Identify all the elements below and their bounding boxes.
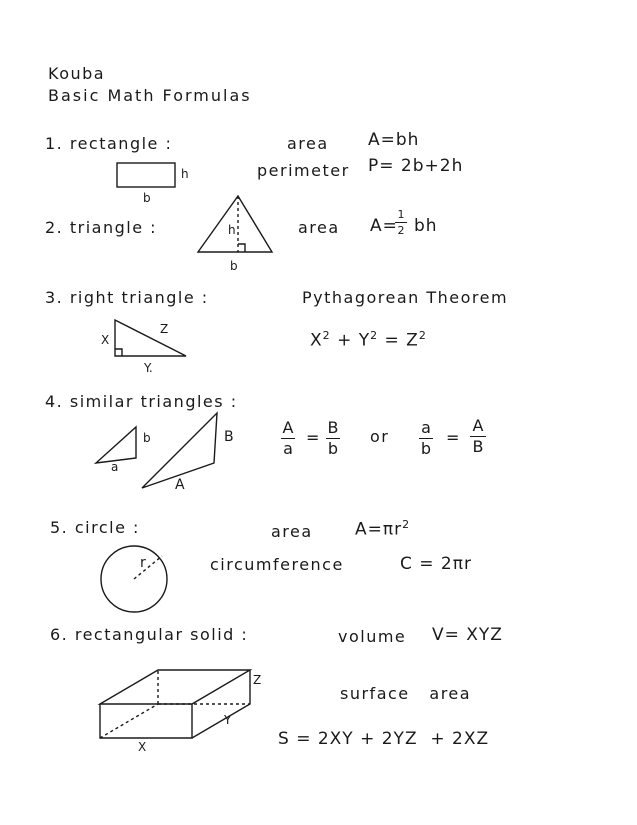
- circle-area-label: area: [271, 522, 313, 541]
- ratio-A-over-a-denominator: a: [283, 439, 293, 458]
- pythagorean-theorem-label: Pythagorean Theorem: [302, 288, 509, 307]
- triangle-half-fraction: [395, 209, 407, 236]
- ratio-A-over-a: [281, 420, 295, 457]
- ratio-a-over-b-numerator: a: [421, 418, 431, 437]
- small-triangle-label-b: b: [143, 431, 151, 445]
- ratio-A-over-B-denominator: B: [472, 437, 484, 456]
- formula-z: Z: [406, 330, 419, 351]
- rectangle-heading: 1. rectangle :: [45, 134, 173, 153]
- ratio-equals-1: =: [306, 428, 321, 447]
- triangle-area-prefix: A=: [370, 216, 398, 236]
- ratio-B-over-b: [326, 420, 340, 457]
- right-triangle-label-y: Y.: [144, 361, 153, 375]
- formula-exp-y: 2: [370, 329, 379, 342]
- triangle-area-suffix: bh: [414, 216, 438, 236]
- ratio-A-over-a-numerator: A: [282, 418, 294, 437]
- circle-label-r: r: [140, 555, 146, 571]
- ratio-A-over-B-numerator: A: [472, 416, 484, 435]
- pythagorean-formula: [310, 330, 427, 350]
- right-triangle-heading: 3. right triangle :: [45, 288, 209, 307]
- ratio-a-over-b: [419, 420, 433, 457]
- solid-label-y: Y: [224, 713, 232, 727]
- formula-equals: =: [384, 330, 400, 351]
- fraction-numerator: 1: [397, 208, 405, 221]
- rectangular-solid-shape: [100, 670, 250, 738]
- ratio-B-over-b-denominator: b: [327, 439, 339, 458]
- small-triangle-label-a: a: [111, 460, 119, 474]
- author-name: Kouba: [48, 64, 106, 83]
- rectangle-label-h: h: [181, 167, 189, 181]
- formula-exp-x: 2: [322, 329, 331, 342]
- triangle-heading: 2. triangle :: [45, 218, 158, 237]
- big-triangle-label-A: A: [175, 477, 185, 493]
- triangle-area-label: area: [298, 218, 340, 237]
- rectangle-area-formula: A=bh: [368, 130, 420, 150]
- rectangle-perimeter-formula: P= 2b+2h: [368, 156, 464, 176]
- circle-area-formula-text: A=πr: [355, 519, 403, 540]
- or-label: or: [370, 427, 390, 446]
- similar-triangles-heading: 4. similar triangles :: [45, 392, 238, 411]
- rectangle-perimeter-label: perimeter: [257, 161, 350, 180]
- small-triangle-shape: [96, 427, 136, 463]
- circle-heading: 5. circle :: [50, 518, 140, 537]
- solid-label-x: X: [138, 740, 147, 754]
- ratio-A-over-B: [470, 418, 486, 455]
- page-title: Basic Math Formulas: [48, 86, 252, 105]
- circle-area-formula: [355, 519, 410, 539]
- right-triangle-label-z: Z: [160, 322, 169, 336]
- circle-shape: [101, 546, 167, 612]
- triangle-label-b: b: [230, 259, 238, 273]
- volume-label: volume: [338, 627, 407, 646]
- circumference-formula: C = 2πr: [400, 554, 472, 574]
- rectangle-label-b: b: [143, 191, 151, 205]
- solid-label-z: Z: [253, 673, 262, 687]
- volume-formula: V= XYZ: [432, 625, 503, 645]
- formula-exp-z: 2: [418, 329, 427, 342]
- circumference-label: circumference: [210, 555, 344, 574]
- rectangular-solid-heading: 6. rectangular solid :: [50, 625, 249, 644]
- big-triangle-label-B: B: [224, 429, 234, 445]
- ratio-a-over-b-denominator: b: [420, 439, 432, 458]
- rectangle-area-label: area: [287, 134, 329, 153]
- rectangle-shape: [117, 163, 175, 187]
- ratio-equals-2: =: [446, 428, 461, 447]
- formula-plus: +: [337, 330, 353, 351]
- triangle-label-h: h: [228, 223, 236, 237]
- ratio-B-over-b-numerator: B: [327, 418, 339, 437]
- surface-area-formula: S = 2XY + 2YZ + 2XZ: [278, 729, 490, 749]
- fraction-denominator: 2: [397, 224, 405, 237]
- right-triangle-shape: [115, 320, 186, 356]
- circle-area-exp: 2: [402, 518, 411, 531]
- formula-y: Y: [358, 330, 371, 351]
- formula-x: X: [310, 330, 323, 351]
- fraction-bar: [395, 222, 407, 223]
- surface-area-label: surface area: [340, 684, 472, 703]
- right-triangle-label-x: X: [101, 333, 110, 347]
